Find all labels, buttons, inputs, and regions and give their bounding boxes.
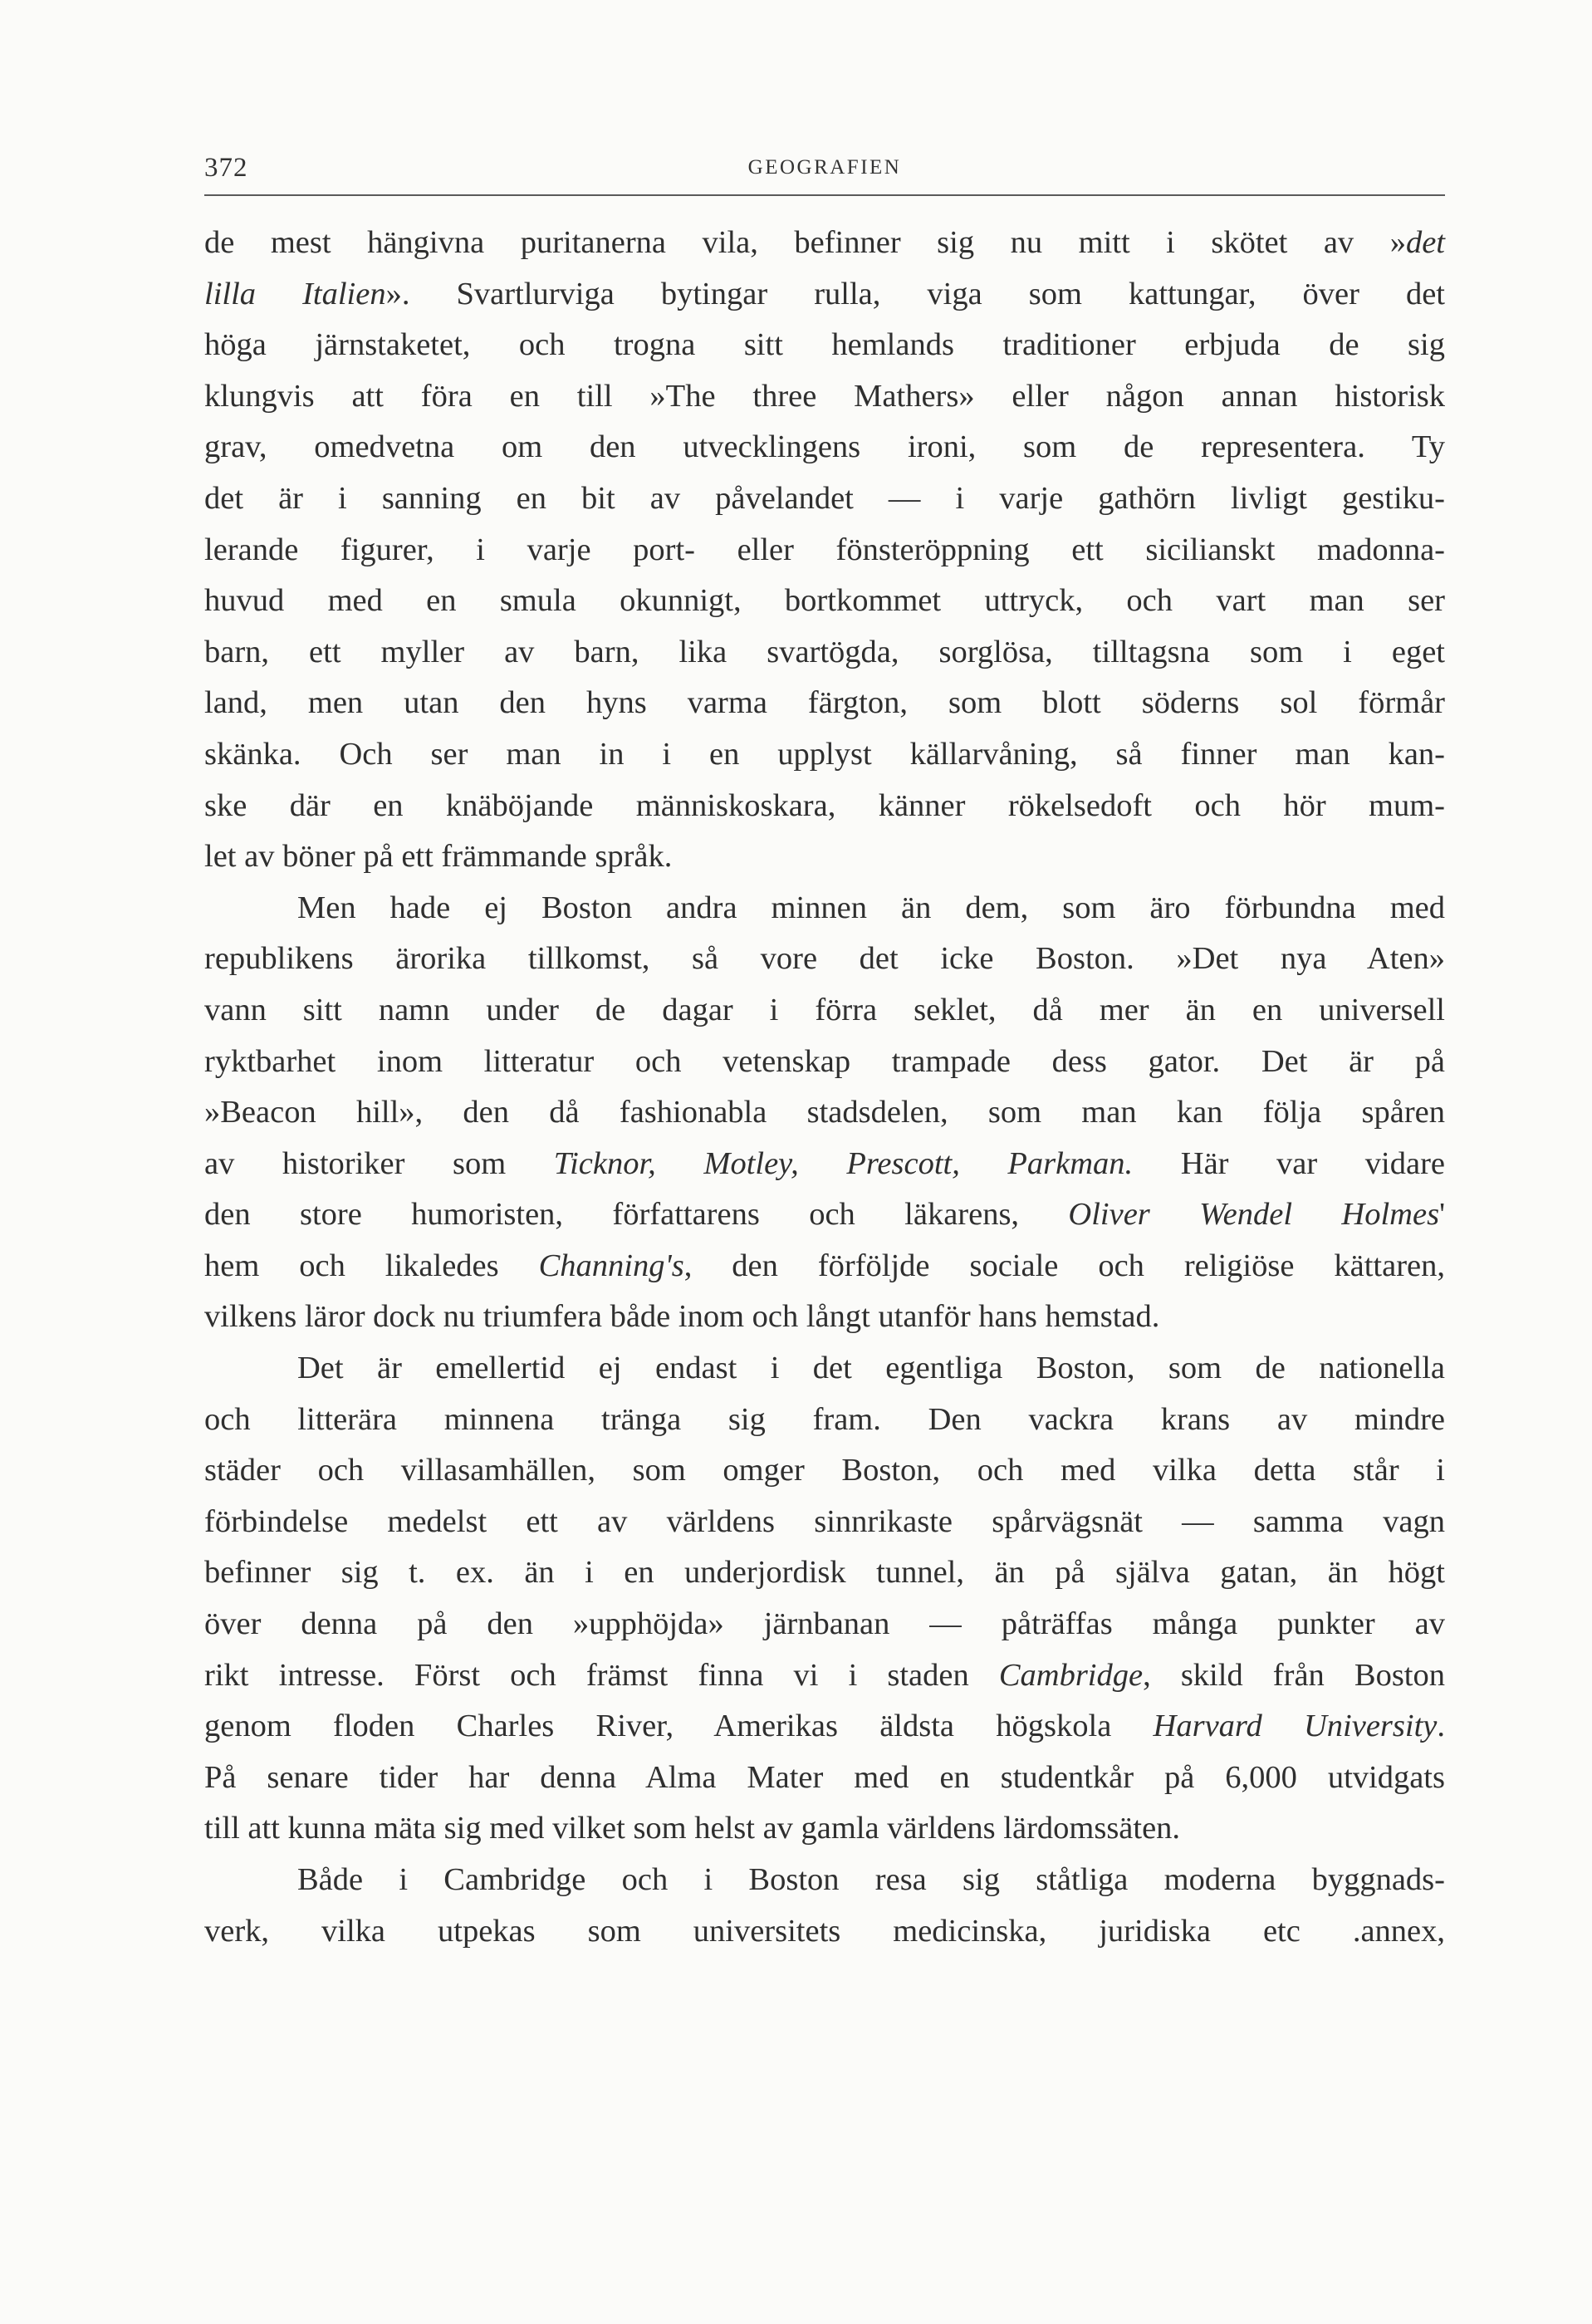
text-line [204, 1395, 1445, 1446]
text-line [204, 1497, 1445, 1548]
text-run: land, men utan den hyns varma färgton, som blott söderns sol förmår [204, 685, 1445, 721]
text-line [204, 473, 1445, 525]
text-line [204, 1087, 1445, 1139]
text-line [204, 729, 1445, 781]
text-line [204, 218, 1445, 269]
italic-run: det [1405, 225, 1445, 260]
text-run: av historiker som [204, 1145, 554, 1181]
text-run: På senare tider har denna Alma Mater med en studentkår på 6,000 utvidgats [204, 1759, 1445, 1795]
text-line [204, 1292, 1445, 1343]
text-run: höga järnstaketet, och trogna sitt hemlands traditioner erbjuda de sig [204, 327, 1445, 363]
text-line [204, 1855, 1445, 1906]
text-run: hem och likaledes [204, 1248, 539, 1283]
body-text [204, 218, 1445, 1957]
text-run: ske där en knäböjande människoskara, känner rökelsedoft och hör mum- [204, 787, 1445, 823]
text-line [204, 831, 1445, 883]
text-line [204, 1753, 1445, 1804]
text-run: ». Svartlurviga bytingar rulla, viga som kattungar, över det [385, 276, 1445, 311]
text-line [204, 320, 1445, 371]
text-line [204, 627, 1445, 679]
text-run: befinner sig t. ex. än i en underjordisk tunnel, än på själva gatan, än högt [204, 1555, 1445, 1591]
italic-run: Oliver Wendel Holmes [1068, 1197, 1440, 1233]
text-run: verk, vilka utpekas som universitets medicinska, juridiska etc .annex, [204, 1913, 1445, 1949]
italic-run: Channing's [538, 1248, 684, 1283]
text-run: till att kunna mäta sig med vilket som helst av gamla världens lärdomssäten. [204, 1811, 1181, 1846]
text-line [204, 1906, 1445, 1958]
text-run: och litterära minnena tränga sig fram. Den vackra krans av mindre [204, 1401, 1445, 1437]
text-line [204, 1547, 1445, 1599]
running-head [204, 150, 1445, 191]
text-run: rikt intresse. Först och främst finna vi i staden [204, 1657, 999, 1693]
text-run: lerande figurer, i varje port- eller fönsteröppning ett sicilianskt madonna- [204, 532, 1445, 567]
text-line [204, 883, 1445, 934]
text-line [204, 934, 1445, 985]
text-run: över denna på den »upphöjda» järnbanan — påträffas många punkter av [204, 1606, 1445, 1642]
text-line [204, 525, 1445, 576]
text-line [204, 1599, 1445, 1650]
text-run: ' [1439, 1197, 1445, 1233]
text-run: vann sitt namn under de dagar i förra seklet, då mer än en universell [204, 992, 1445, 1027]
text-line [204, 678, 1445, 729]
text-line [204, 1343, 1445, 1395]
text-run: let av böner på ett främmande språk. [204, 839, 673, 875]
text-line [204, 1701, 1445, 1753]
text-run: . [1437, 1709, 1445, 1744]
text-line [204, 781, 1445, 832]
text-run: förbindelse medelst ett av världens sinnrikaste spårvägsnät — samma vagn [204, 1503, 1445, 1539]
text-run: , den förföljde sociale och religiöse kättaren, [683, 1248, 1445, 1283]
text-line [204, 1189, 1445, 1241]
text-run: Det är emellertid ej endast i det egentliga Boston, som de nationella [297, 1351, 1445, 1386]
text-run: »Beacon hill», den då fashionabla stadsdelen, som man kan följa spåren [204, 1095, 1445, 1130]
text-run: Både i Cambridge och i Boston resa sig ståtliga moderna byggnads- [297, 1862, 1445, 1897]
text-run: republikens ärorika tillkomst, så vore det icke Boston. »Det nya Aten» [204, 941, 1445, 977]
text-line [204, 576, 1445, 627]
text-line [204, 1445, 1445, 1497]
italic-run: Harvard University [1153, 1709, 1438, 1744]
text-run: klungvis att föra en till »The three Mathers» eller någon annan historisk [204, 378, 1445, 414]
italic-run: Cambridge [998, 1657, 1144, 1693]
text-line [204, 1650, 1445, 1702]
text-line [204, 269, 1445, 321]
running-title: GEOGRAFIEN [747, 156, 902, 179]
italic-run: lilla Italien [204, 276, 386, 311]
text-line [204, 1803, 1445, 1855]
text-run: barn, ett myller av barn, lika svartögda, sorglösa, tilltagsna som i eget [204, 634, 1445, 669]
italic-run: Ticknor, Motley, Prescott, Parkman. [553, 1145, 1134, 1181]
text-line [204, 422, 1445, 473]
text-line [204, 371, 1445, 423]
text-run: skänka. Och ser man in i en upplyst källarvåning, så finner man kan- [204, 736, 1445, 772]
text-line [204, 1037, 1445, 1088]
text-run: Men hade ej Boston andra minnen än dem, som äro förbundna med [297, 890, 1445, 925]
text-run: vilkens läror dock nu triumfera både inom och långt utanför hans hemstad. [204, 1299, 1160, 1335]
text-line [204, 985, 1445, 1037]
text-run: det är i sanning en bit av påvelandet — i varje gathörn livligt gestiku- [204, 480, 1445, 516]
text-line [204, 1139, 1445, 1190]
text-run: de mest hängivna puritanerna vila, befinner sig nu mitt i skötet av » [204, 225, 1406, 260]
text-run: Här var vidare [1133, 1145, 1445, 1181]
text-run: den store humoristen, författarens och läkarens, [204, 1197, 1069, 1233]
header-rule [204, 194, 1445, 196]
text-run: ryktbarhet inom litteratur och vetenskap trampade dess gator. Det är på [204, 1043, 1445, 1079]
text-run: grav, omedvetna om den utvecklingens ironi, som de representera. Ty [204, 429, 1445, 465]
text-run: genom floden Charles River, Amerikas äldsta högskola [204, 1709, 1154, 1744]
text-run: städer och villasamhällen, som omger Boston, och med vilka detta står i [204, 1453, 1445, 1488]
text-line [204, 1241, 1445, 1292]
text-run: , skild från Boston [1143, 1657, 1445, 1693]
text-run: huvud med en smula okunnigt, bortkommet uttryck, och vart man ser [204, 583, 1445, 619]
page-number: 372 [204, 153, 248, 183]
